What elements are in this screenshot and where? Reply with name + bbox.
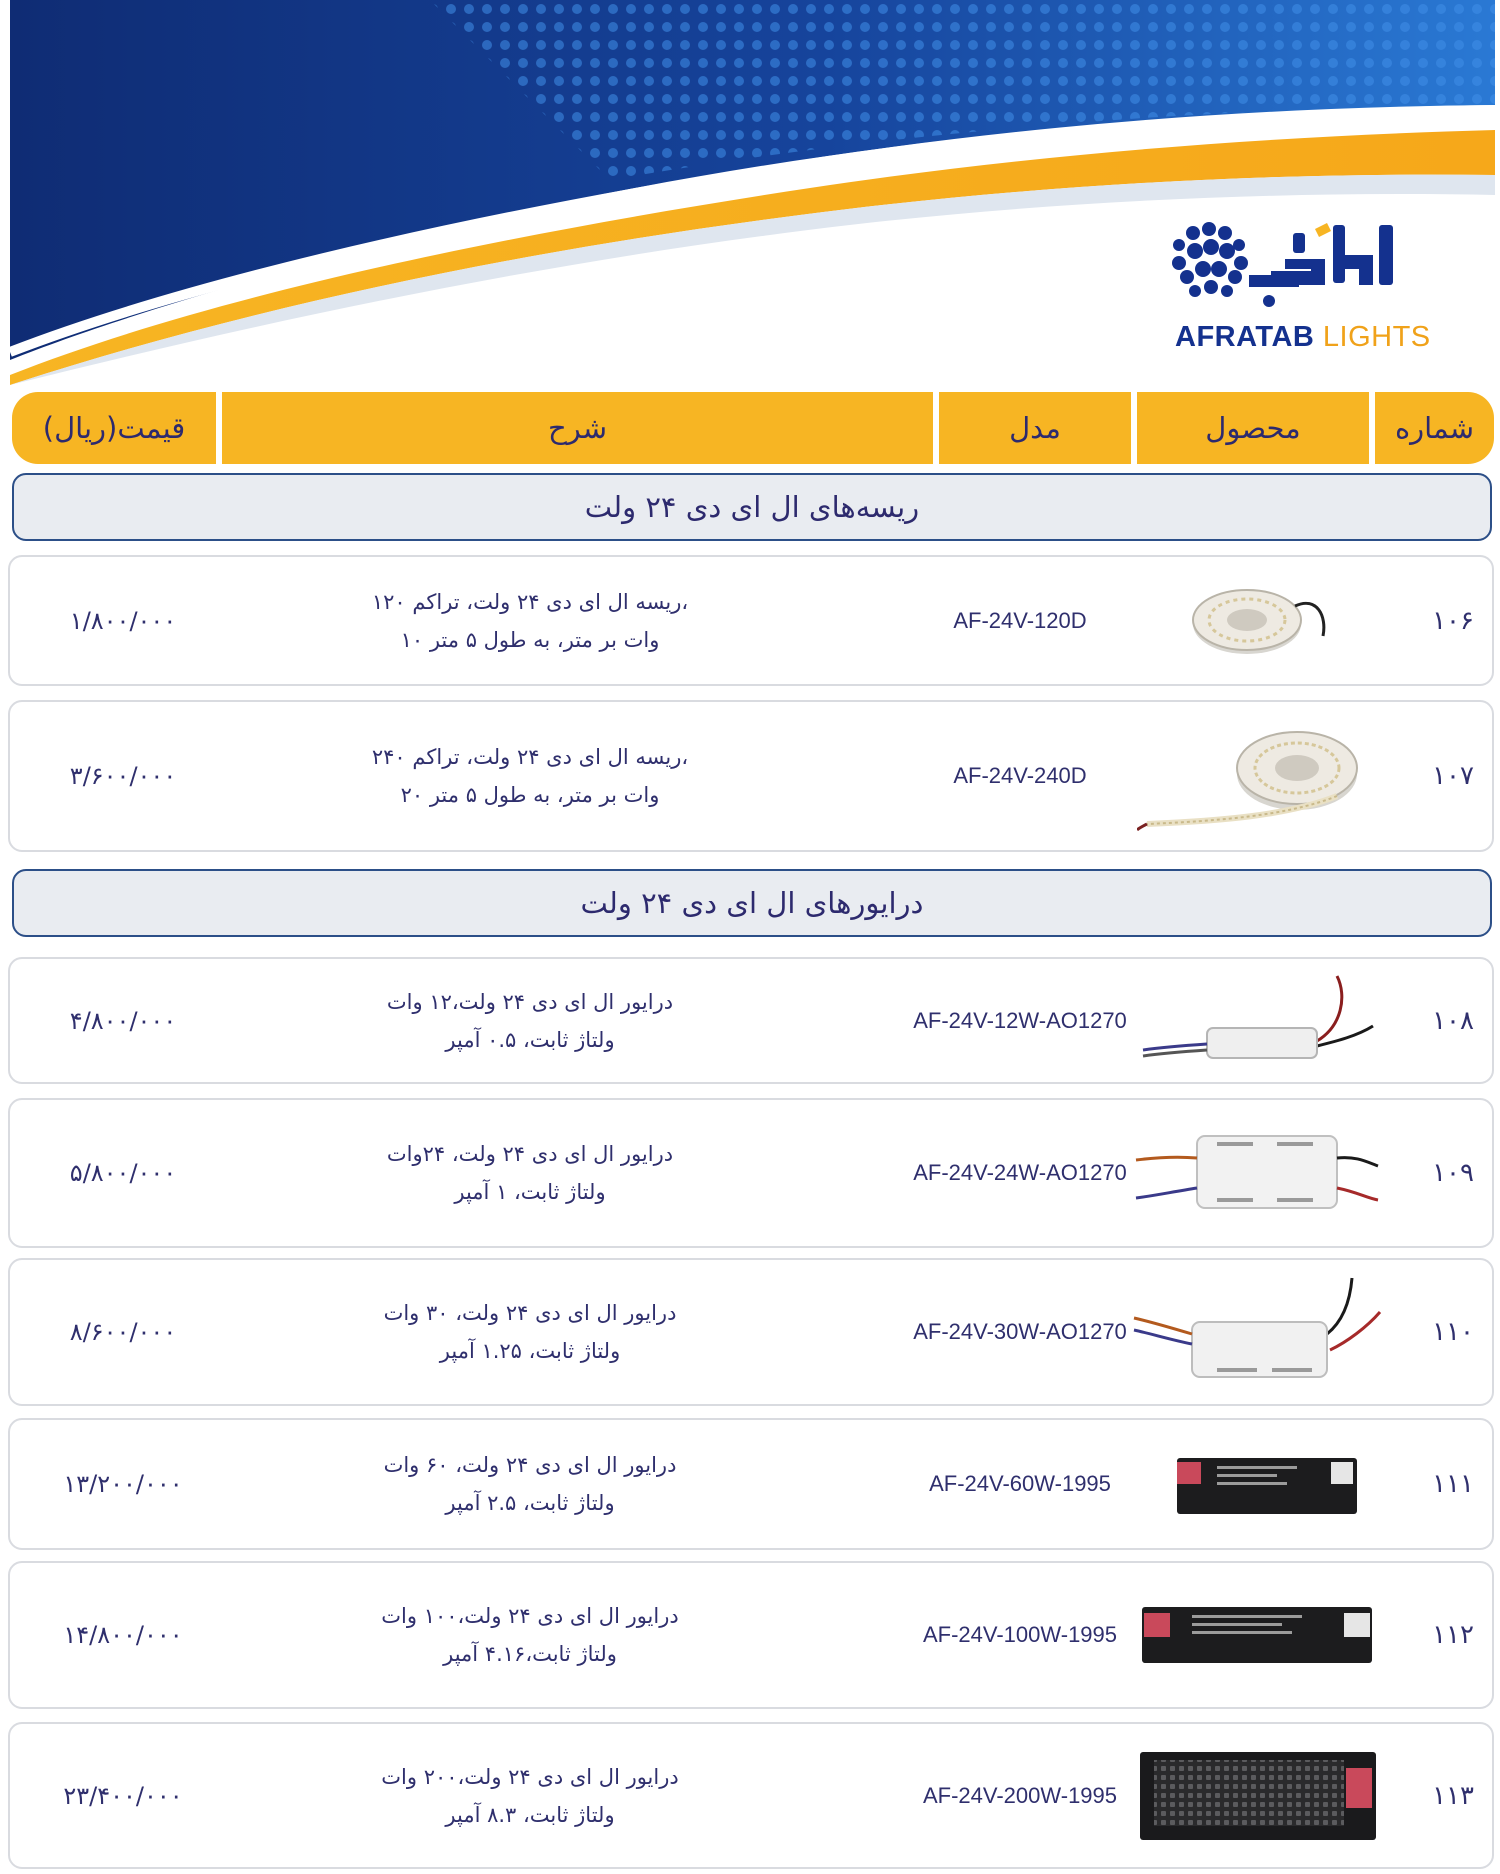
description-line-1: درایور ال ای دی ۲۴ ولت،۱۰۰ وات [381,1604,679,1628]
section-header-led-drivers: درایورهای ال ای دی ۲۴ ولت [12,869,1492,937]
product-price: ۳/۶۰۰/۰۰۰ [69,762,177,790]
white-driver-icon [1137,966,1377,1076]
product-price: ۲۳/۴۰۰/۰۰۰ [63,1781,183,1810]
product-description [270,1420,790,1548]
table-row [8,957,1494,1084]
product-description [270,959,790,1082]
table-row [8,555,1494,686]
white-driver-icon [1132,1118,1382,1228]
description-line-2: ولتاژ ثابت، ۸.۳ آمپر [445,1802,615,1827]
product-photo [1132,702,1382,850]
product-model: AF-24V-240D [953,763,1087,788]
logo-mark-icon [1165,215,1405,315]
row-number: ۱۰۶ [1432,605,1474,636]
column-header-number: شماره [1375,392,1494,464]
black-mesh-driver-icon [1132,1746,1382,1846]
column-header-price: قیمت(ریال) [12,392,216,464]
product-photo [1132,557,1382,684]
led-strip-reel-icon [1177,576,1337,666]
description-line-2: ولتاژ ثابت، ۰.۵ آمپر [445,1027,615,1052]
product-description [270,1724,790,1867]
brand-name-strong: AFRATAB [1175,321,1315,353]
description-line-1: درایور ال ای دی ۲۴ ولت،۲۰۰ وات [381,1764,679,1789]
description-line-2: ۲۰ وات بر متر، به طول ۵ متر [400,783,660,807]
description-line-2: ولتاژ ثابت،۴.۱۶ آمپر [443,1642,617,1666]
product-photo [1132,959,1382,1082]
black-driver-icon [1132,1595,1382,1675]
table-row [8,1561,1494,1709]
product-photo [1132,1100,1382,1246]
table-row [8,1722,1494,1869]
description-line-1: درایور ال ای دی ۲۴ ولت، ۲۴وات [386,1142,674,1166]
product-model: AF-24V-30W-AO1270 [913,1319,1127,1344]
product-description [270,1260,790,1404]
product-price: ۱۳/۲۰۰/۰۰۰ [63,1470,183,1498]
product-description [270,1563,790,1707]
product-photo [1132,1260,1382,1404]
product-model: AF-24V-24W-AO1270 [913,1160,1127,1185]
description-line-1: درایور ال ای دی ۲۴ ولت، ۳۰ وات [383,1301,677,1325]
product-model: AF-24V-12W-AO1270 [913,1007,1127,1033]
table-row [8,700,1494,852]
table-row [8,1418,1494,1550]
product-price: ۵/۸۰۰/۰۰۰ [69,1159,177,1187]
product-model: AF-24V-120D [953,607,1087,633]
description-line-2: ولتاژ ثابت، ۲.۵ آمپر [445,1491,615,1515]
table-row [8,1258,1494,1406]
product-price: ۸/۶۰۰/۰۰۰ [69,1318,177,1346]
description-line-2: ولتاژ ثابت، ۱.۲۵ آمپر [439,1339,621,1363]
led-strip-reel-icon [1137,716,1377,836]
product-description [270,557,790,684]
product-model: AF-24V-100W-1995 [922,1622,1118,1647]
description-line-1: ریسه ال ای دی ۲۴ ولت، تراکم ۲۴۰، [371,745,689,769]
product-model: AF-24V-200W-1995 [922,1782,1118,1808]
black-driver-icon [1147,1444,1367,1524]
description-line-1: درایور ال ای دی ۲۴ ولت،۱۲ وات [386,989,674,1014]
column-header-description: شرح [222,392,933,464]
section-header-led-strips: ریسه‌های ال ای دی ۲۴ ولت [12,473,1492,541]
column-header-model: مدل [939,392,1131,464]
row-number: ۱۰۸ [1432,1005,1474,1036]
row-number: ۱۱۱ [1432,1469,1474,1499]
logo-wordmark [1175,321,1431,354]
product-photo [1132,1420,1382,1548]
column-header-product: محصول [1137,392,1369,464]
product-photo [1132,1724,1382,1867]
column-header-bar [12,392,1494,464]
brand-name-light: LIGHTS [1322,321,1431,353]
product-model: AF-24V-60W-1995 [929,1471,1111,1496]
product-photo [1132,1563,1382,1707]
description-line-1: درایور ال ای دی ۲۴ ولت، ۶۰ وات [383,1453,677,1477]
row-number: ۱۱۲ [1432,1620,1474,1650]
product-description [270,702,790,850]
description-line-2: ۱۰ وات بر متر، به طول ۵ متر [400,627,660,652]
product-description [270,1100,790,1246]
description-line-1: ریسه ال ای دی ۲۴ ولت، تراکم ۱۲۰، [371,589,689,614]
row-number: ۱۰۹ [1432,1158,1474,1188]
product-price: ۴/۸۰۰/۰۰۰ [69,1006,177,1035]
header-banner [10,0,1495,385]
row-number: ۱۱۳ [1432,1780,1474,1811]
description-line-2: ولتاژ ثابت، ۱ آمپر [454,1180,606,1204]
afratab-logo [1165,215,1431,360]
product-price: ۱/۸۰۰/۰۰۰ [69,606,177,635]
row-number: ۱۰۷ [1432,761,1474,791]
white-driver-icon [1132,1272,1382,1392]
row-number: ۱۱۰ [1432,1317,1474,1347]
table-row [8,1098,1494,1248]
product-price: ۱۴/۸۰۰/۰۰۰ [63,1621,183,1649]
